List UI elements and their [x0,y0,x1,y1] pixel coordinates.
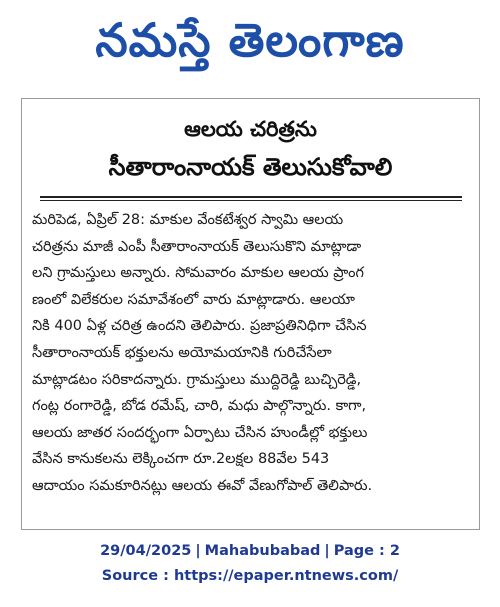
footer-publication-info [0,543,500,559]
footer-separator: | [195,543,201,559]
publication-date: 29/04/2025 [100,543,192,559]
article-line: నికి 400 ఏళ్ల చరిత్ర ఉందని తెలిపారు. ప్రజాప్రతినిధిగా చేసిన [32,318,367,335]
article-line: చరిత్రను మాజీ ఎంపీ సీతారాంనాయక్ తెలుసుకొని మాట్లాడా [32,238,362,255]
footer-source: Source : https://epaper.ntnews.com/ [101,568,399,584]
article-line: సీతారాంనాయక్ భక్తులను అయోమయానికి గురిచేసేలా [32,344,332,361]
article-body [22,207,479,500]
news-clipping [21,98,480,530]
headline-line-1: ఆలయ చరిత్రను [184,117,317,141]
footer-separator: | [324,543,330,559]
article-line: ఆలయ జాతర సందర్భంగా ఏర్పాటు చేసిన హుండీల్లో భక్తులు [32,424,368,441]
article-line: వేసిన కానుకలను లెక్కించగా రూ.2లక్షల 88వేల 543 [32,451,330,468]
article-line: మాట్లాడటం సరికాదన్నారు. గ్రామస్తులు ముద్దిరెడ్డి బుచ్చిరెడ్డి, [32,371,362,388]
headline-divider [40,196,462,198]
edition-name: Mahabubabad [204,543,321,559]
page-number: Page : 2 [333,543,400,559]
article-line: ణంలో విలేకరుల సమావేశంలో వారు మాట్లాడారు. ఆలయా [32,291,355,308]
newspaper-masthead: నమస్తే తెలంగాణ [95,13,405,67]
article-line: గంట్ల రంగారెడ్డి, బోడ రమేష్, చారి, మధు పాల్గొన్నారు. కాగా, [32,398,367,415]
headline-divider-thin [40,200,462,201]
article-line: మరిపెడ, ఏప్రిల్ 28: మాకుల వేంకటేశ్వర స్వామి ఆలయ [32,212,344,228]
article-line: లని గ్రామస్తులు అన్నారు. సోమవారం మాకుల ఆలయ ప్రాంగ [32,265,364,282]
headline-line-2: సీతారాంనాయక్‌ తెలుసుకోవాలి [108,153,393,181]
article-line: ఆదాయం సమకూరినట్లు ఆలయ ఈవో వేణుగోపాల్ తెలిపారు. [32,477,373,494]
